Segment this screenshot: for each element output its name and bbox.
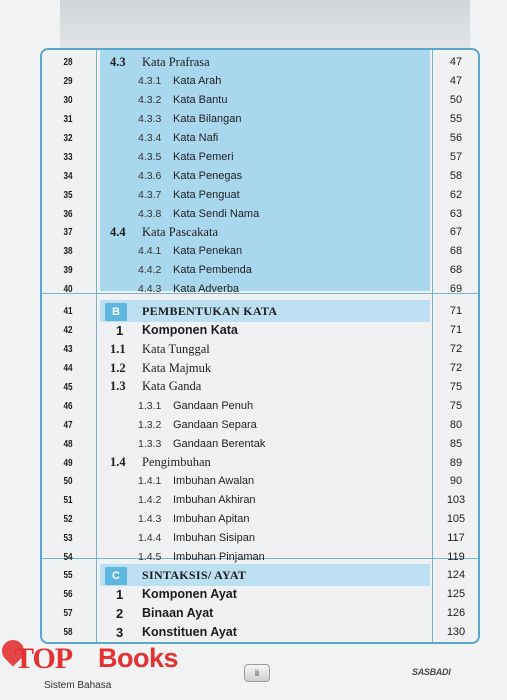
entry-page: 75 xyxy=(449,399,463,412)
entry-page: 47 xyxy=(449,56,463,69)
entry-title: Komponen Kata xyxy=(142,323,238,338)
entry-page: 47 xyxy=(449,75,463,88)
contents-row xyxy=(42,91,478,110)
entry-title: Imbuhan Awalan xyxy=(173,475,255,488)
section-row xyxy=(42,302,478,321)
row-number: 31 xyxy=(63,113,73,126)
contents-row xyxy=(42,110,478,129)
contents-row xyxy=(42,261,478,280)
entry-code: 1.4.3 xyxy=(138,513,162,526)
entry-code: 1.4.4 xyxy=(138,532,162,545)
section-row xyxy=(42,566,478,585)
contents-row xyxy=(42,53,478,72)
entry-code: 4.3.2 xyxy=(138,94,162,107)
contents-row xyxy=(42,472,478,491)
entry-page: 56 xyxy=(449,131,463,144)
entry-code: 4.4.2 xyxy=(138,264,162,277)
entry-page: 68 xyxy=(449,245,463,258)
row-number: 39 xyxy=(63,264,73,277)
entry-page: 72 xyxy=(449,343,463,356)
row-number: 53 xyxy=(63,532,73,545)
contents-row xyxy=(42,148,478,167)
entry-page: 62 xyxy=(449,188,463,201)
row-number: 55 xyxy=(63,569,73,582)
row-number: 32 xyxy=(63,131,73,144)
entry-title: Binaan Ayat xyxy=(142,606,214,621)
entry-page: 63 xyxy=(449,207,463,220)
entry-code: 1.4 xyxy=(110,455,126,470)
entry-title: Kata Bantu xyxy=(173,94,228,107)
entry-title: Kata Pemeri xyxy=(173,150,234,163)
entry-code: 1.3 xyxy=(110,379,126,394)
entry-code: 3 xyxy=(116,624,124,640)
entry-title: Komponen Ayat xyxy=(142,587,237,602)
entry-title: Kata Ganda xyxy=(142,379,202,394)
row-number: 44 xyxy=(63,362,73,375)
entry-page: 90 xyxy=(449,475,463,488)
section-badge: B xyxy=(105,303,127,321)
entry-page: 85 xyxy=(449,437,463,450)
row-number: 50 xyxy=(63,475,73,488)
entry-code: 4.3.6 xyxy=(138,169,162,182)
entry-code: 4.3.8 xyxy=(138,207,162,220)
section-badge: C xyxy=(105,567,127,585)
contents-row xyxy=(42,378,478,397)
entry-title: Imbuhan Pinjaman xyxy=(173,551,265,564)
entry-page: 71 xyxy=(449,324,463,337)
entry-code: 1.2 xyxy=(110,360,126,375)
entry-code: 1.3.3 xyxy=(138,437,162,450)
entry-page: 117 xyxy=(447,532,465,545)
row-number: 28 xyxy=(63,56,73,69)
row-number: 58 xyxy=(63,626,73,639)
entry-title: SINTAKSIS/ AYAT xyxy=(142,567,247,582)
contents-row xyxy=(42,359,478,378)
publisher-logo: SASBADI xyxy=(412,667,451,677)
entry-title: Imbuhan Akhiran xyxy=(173,494,256,507)
background-header-bar xyxy=(60,0,470,48)
row-number: 54 xyxy=(63,551,73,564)
entry-page: 71 xyxy=(449,305,463,318)
contents-row xyxy=(42,529,478,548)
entry-page: 130 xyxy=(446,626,466,639)
contents-row xyxy=(42,129,478,148)
contents-row xyxy=(42,321,478,340)
entry-title: Gandaan Separa xyxy=(173,418,257,431)
entry-code: 4.3.5 xyxy=(138,150,162,163)
row-number: 47 xyxy=(63,418,73,431)
entry-title: Kata Penekan xyxy=(173,245,243,258)
contents-row xyxy=(42,491,478,510)
entry-title: Kata Nafi xyxy=(173,131,219,144)
entry-title: Imbuhan Apitan xyxy=(173,513,250,526)
contents-row xyxy=(42,585,478,604)
entry-page: 67 xyxy=(449,226,463,239)
row-number: 43 xyxy=(63,343,73,356)
entry-code: 1.3.1 xyxy=(138,399,162,412)
contents-row xyxy=(42,72,478,91)
entry-code: 4.4.3 xyxy=(138,283,162,296)
entry-page: 57 xyxy=(449,150,463,163)
entry-code: 1.1 xyxy=(110,341,126,356)
contents-row xyxy=(42,548,478,567)
row-number: 37 xyxy=(63,226,73,239)
entry-title: Gandaan Berentak xyxy=(173,437,266,450)
row-number: 29 xyxy=(63,75,73,88)
entry-title: Gandaan Penuh xyxy=(173,399,254,412)
contents-row xyxy=(42,185,478,204)
entry-code: 4.4 xyxy=(110,224,126,239)
topbooks-watermark-logo: TOP Books xyxy=(2,640,192,688)
entry-code: 4.3.1 xyxy=(138,75,162,88)
row-number: 49 xyxy=(63,456,73,469)
entry-page: 119 xyxy=(447,551,465,564)
contents-row xyxy=(42,204,478,223)
contents-row xyxy=(42,166,478,185)
contents-row xyxy=(42,340,478,359)
contents-row xyxy=(42,280,478,299)
row-number: 33 xyxy=(63,150,73,163)
entry-title: Kata Majmuk xyxy=(142,360,212,375)
entry-page: 124 xyxy=(446,569,466,582)
row-number: 38 xyxy=(63,245,73,258)
entry-title: Kata Pembenda xyxy=(173,264,252,277)
footer-book-title: Sistem Bahasa xyxy=(44,680,112,691)
entry-page: 89 xyxy=(449,456,463,469)
row-number: 34 xyxy=(63,169,73,182)
row-number: 56 xyxy=(63,588,73,601)
entry-code: 1.4.1 xyxy=(138,475,162,488)
entry-code: 4.3.7 xyxy=(138,188,162,201)
entry-code: 4.3.3 xyxy=(138,113,162,126)
row-number: 30 xyxy=(63,94,73,107)
entry-page: 75 xyxy=(449,380,463,393)
row-number: 48 xyxy=(63,437,73,450)
row-number: 41 xyxy=(63,305,73,318)
contents-row xyxy=(42,623,478,642)
entry-code: 1.3.2 xyxy=(138,418,162,431)
entry-title: Kata Prafrasa xyxy=(142,54,210,69)
row-number: 42 xyxy=(63,324,73,337)
entry-title: Kata Adverba xyxy=(173,283,240,296)
entry-title: Kata Tunggal xyxy=(142,341,210,356)
entry-page: 105 xyxy=(446,513,466,526)
entry-title: Kata Arah xyxy=(173,75,222,88)
entry-page: 58 xyxy=(449,169,463,182)
entry-title: Konstituen Ayat xyxy=(142,625,237,640)
entry-code: 4.4.1 xyxy=(138,245,162,258)
contents-row xyxy=(42,453,478,472)
entry-title: Kata Bilangan xyxy=(173,113,242,126)
row-number: 36 xyxy=(63,207,73,220)
contents-row xyxy=(42,510,478,529)
contents-row xyxy=(42,242,478,261)
entry-title: Kata Pascakata xyxy=(142,224,219,239)
contents-row xyxy=(42,434,478,453)
entry-page: 125 xyxy=(446,588,466,601)
entry-title: Pengimbuhan xyxy=(142,455,211,470)
entry-title: Kata Sendi Nama xyxy=(173,207,260,220)
entry-title: Imbuhan Sisipan xyxy=(173,532,255,545)
entry-code: 1 xyxy=(116,586,124,602)
contents-row xyxy=(42,415,478,434)
entry-page: 72 xyxy=(449,362,463,375)
row-number: 57 xyxy=(63,607,73,620)
footer-page-number: ii xyxy=(244,664,270,682)
contents-row xyxy=(42,604,478,623)
entry-code: 1 xyxy=(116,322,124,338)
contents-table xyxy=(40,48,480,644)
contents-row xyxy=(42,223,478,242)
row-number: 52 xyxy=(63,513,73,526)
row-number: 40 xyxy=(63,283,73,296)
entry-page: 126 xyxy=(446,607,466,620)
entry-title: Kata Penegas xyxy=(173,169,243,182)
entry-code: 4.3 xyxy=(110,54,126,69)
row-number: 51 xyxy=(63,494,73,507)
entry-page: 103 xyxy=(446,494,466,507)
entry-title: PEMBENTUKAN KATA xyxy=(142,303,278,318)
entry-code: 1.4.2 xyxy=(138,494,162,507)
row-number: 45 xyxy=(63,380,73,393)
contents-row xyxy=(42,397,478,416)
entry-page: 50 xyxy=(449,94,463,107)
entry-page: 55 xyxy=(449,113,463,126)
entry-code: 2 xyxy=(116,605,124,621)
entry-title: Kata Penguat xyxy=(173,188,240,201)
entry-code: 1.4.5 xyxy=(138,551,162,564)
row-number: 35 xyxy=(63,188,73,201)
entry-page: 80 xyxy=(449,418,463,431)
entry-page: 69 xyxy=(449,283,463,296)
entry-code: 4.3.4 xyxy=(138,131,162,144)
row-number: 46 xyxy=(63,399,73,412)
entry-page: 68 xyxy=(449,264,463,277)
